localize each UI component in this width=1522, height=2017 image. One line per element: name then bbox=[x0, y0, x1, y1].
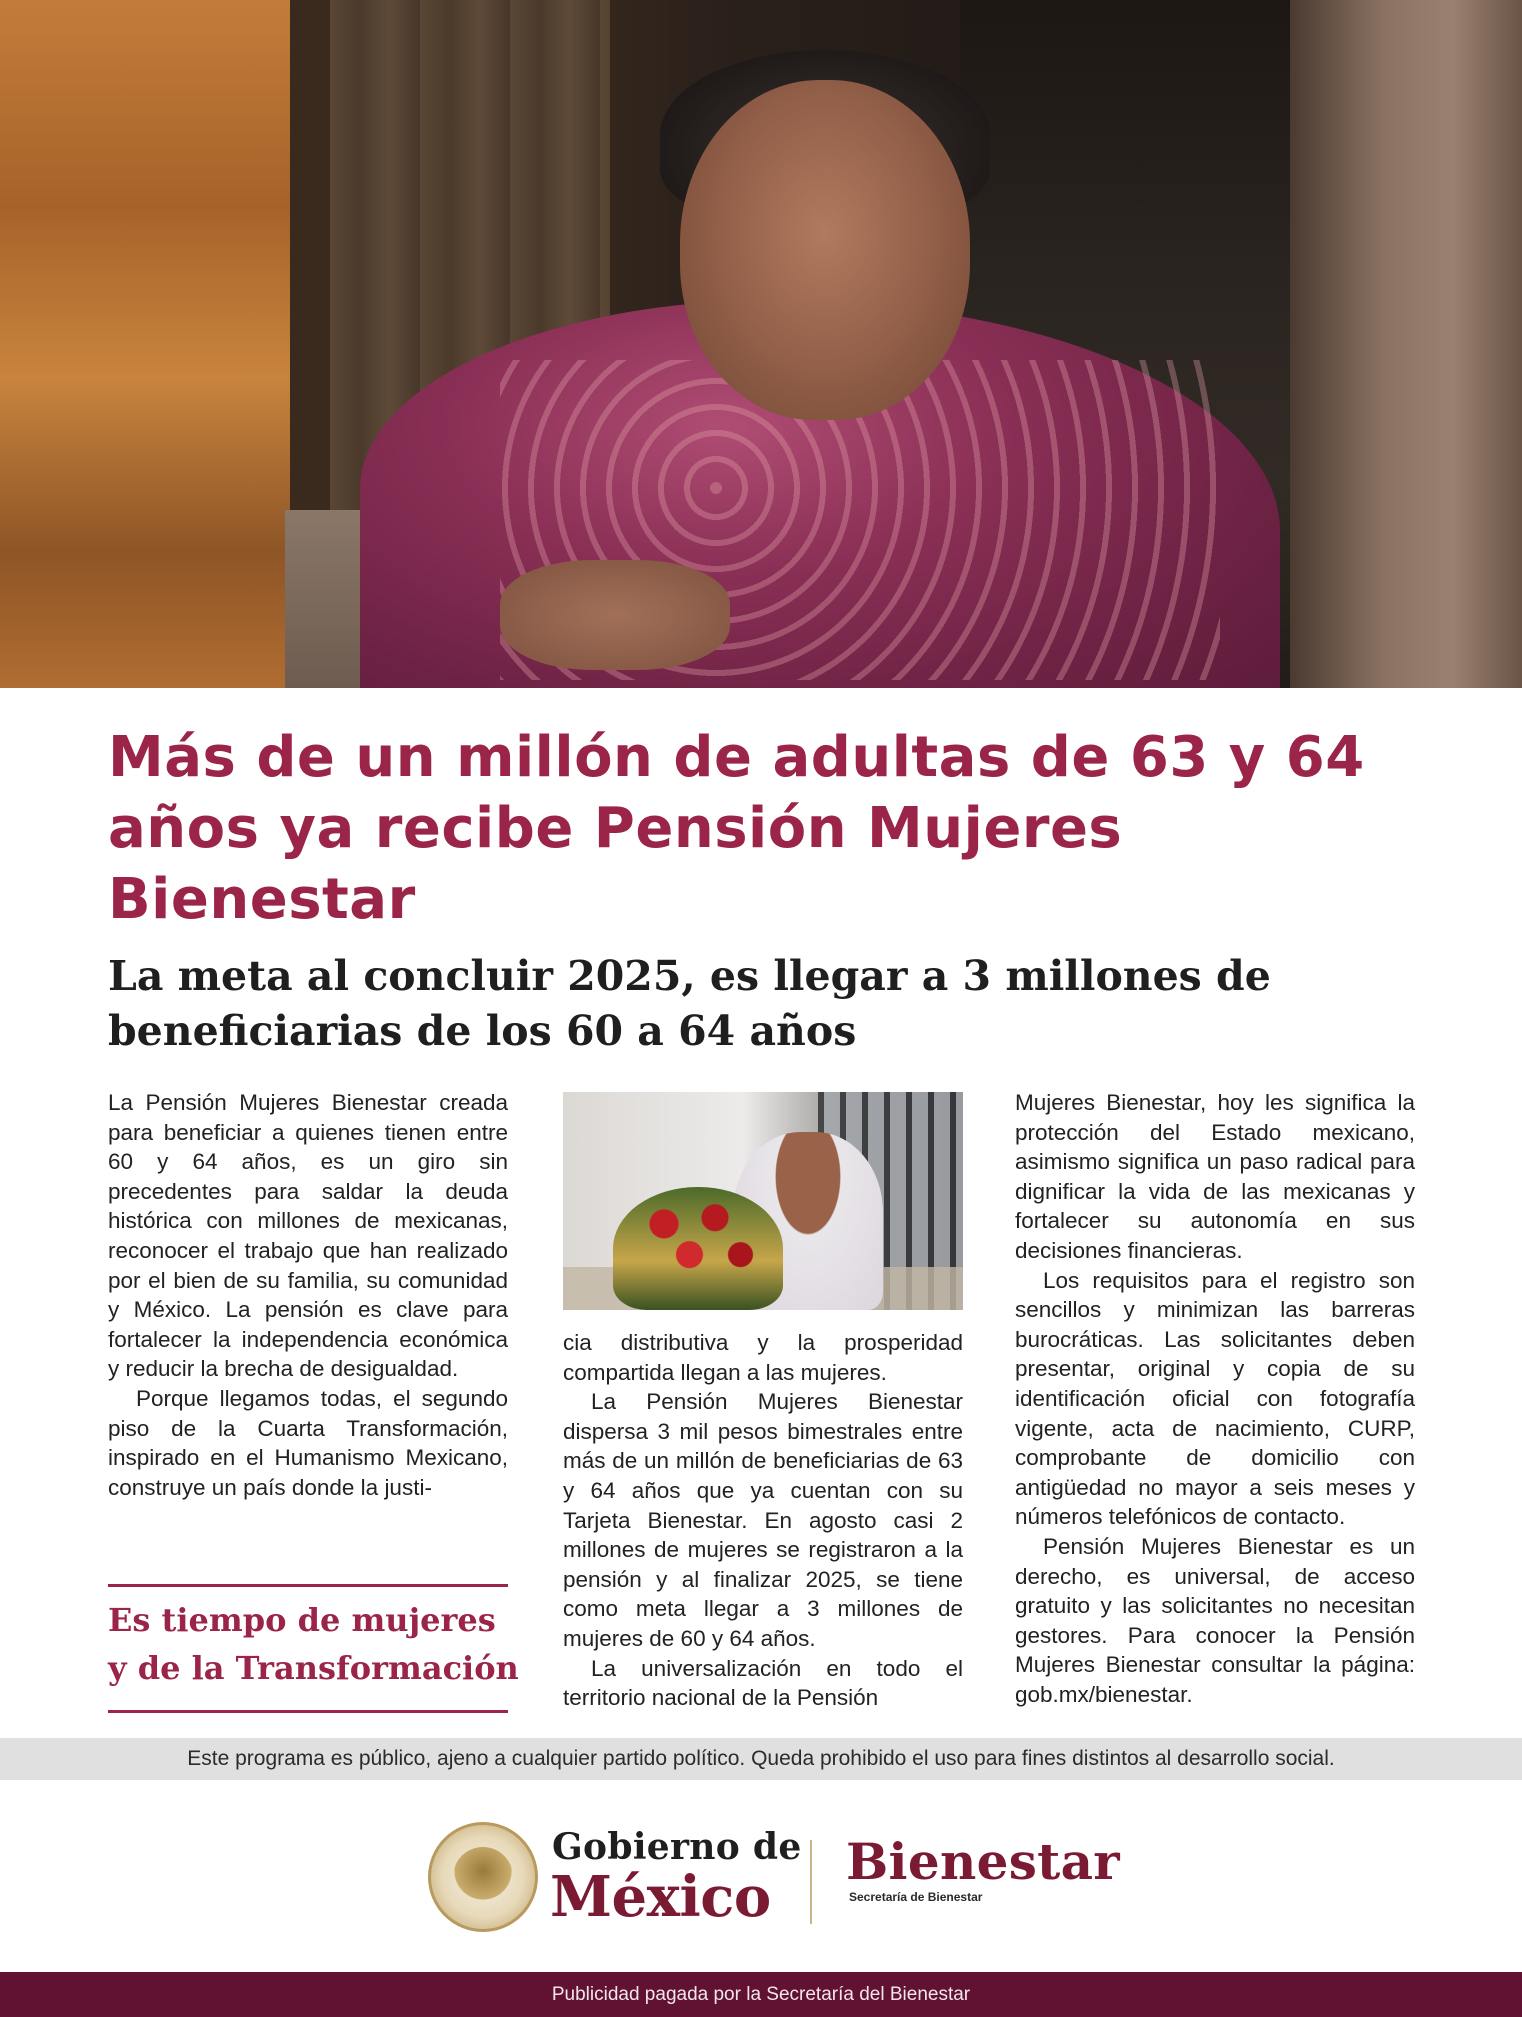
pull-quote-rule-top bbox=[108, 1584, 508, 1587]
bienestar-logo-title: Bienestar bbox=[846, 1832, 1120, 1891]
paragraph: La Pensión Mujeres Bienestar dispersa 3 mil pesos bimestrales entre más de un millón de beneficiarias de 63 y 64 años que ya cuentan con su Tarjeta Bienestar. En agosto casi 2 millones de mujeres se registraron a la pensión y al finalizar 2025, se tiene como meta llegar a 3 millones de mujeres de 60 y 64 años. bbox=[563, 1389, 963, 1651]
gobierno-logo-line1: Gobierno de bbox=[552, 1826, 802, 1868]
body-column-3 bbox=[1015, 1088, 1415, 1709]
subheadline: La meta al concluir 2025, es llegar a 3 millones de beneficiarias de los 60 a 64 años bbox=[108, 952, 1271, 1055]
woman-hands bbox=[500, 560, 730, 670]
pull-quote-rule-bottom bbox=[108, 1710, 508, 1713]
right-post bbox=[1290, 0, 1522, 688]
paragraph: Pensión Mujeres Bienestar es un derecho, es universal, de acceso gratuito y las solicitantes no necesitan gestores. Para conocer la Pensión Mujeres Bienestar consultar la página: gob.mx/bienestar. bbox=[1015, 1533, 1415, 1707]
inset-photo bbox=[563, 1092, 963, 1310]
gobierno-logo-line2: México bbox=[550, 1864, 771, 1930]
pull-quote-line: y de la Transformación bbox=[108, 1649, 519, 1687]
paragraph: Los requisitos para el registro son sencillos y minimizan las barreras burocráticas. Las solicitantes deben presentar, original y copia de su identificación oficial con fotografía vigente, acta de nacimiento, CURP, comprobante de domicilio con antigüedad no mayor a seis meses y números telefónicos de contacto. bbox=[1015, 1267, 1415, 1530]
woman-face bbox=[680, 80, 970, 420]
paragraph: La universalización en todo el territorio nacional de la Pensión bbox=[563, 1655, 963, 1711]
paragraph: La Pensión Mujeres Bienestar creada para beneficiar a quienes tienen entre 60 y 64 años, es un giro sin precedentes para saldar la deuda histórica con millones de mexicanas, reconocer el trabajo que han realizado por el bien de su familia, su comunidad y México. La pensión es clave para fortalecer la independencia económica y reducir la brecha de desigualdad. bbox=[108, 1090, 508, 1382]
body-column-1 bbox=[108, 1088, 508, 1502]
footer-credit: Publicidad pagada por la Secretaría del Bienestar bbox=[0, 1972, 1522, 2017]
bienestar-logo-subtitle: Secretaría de Bienestar bbox=[849, 1890, 983, 1904]
adobe-wall bbox=[0, 0, 290, 688]
headline: Más de un millón de adultas de 63 y 64 años ya recibe Pensión Mujeres Bienestar bbox=[108, 725, 1365, 932]
logo-divider bbox=[810, 1840, 812, 1924]
paragraph: cia distributiva y la prosperidad compartida llegan a las mujeres. bbox=[563, 1330, 963, 1385]
paragraph: Porque llegamos todas, el segundo piso de la Cuarta Transformación, inspirado en el Humanismo Mexicano, construye un país donde la justi- bbox=[108, 1385, 508, 1500]
hero-photo bbox=[0, 0, 1522, 688]
flower-bouquet bbox=[613, 1187, 783, 1310]
national-seal-icon bbox=[428, 1822, 538, 1932]
pull-quote-line: Es tiempo de mujeres bbox=[108, 1601, 496, 1639]
pull-quote bbox=[108, 1596, 528, 1692]
disclaimer: Este programa es público, ajeno a cualquier partido político. Queda prohibido el uso para fines distintos al desarrollo social. bbox=[0, 1738, 1522, 1780]
eagle-emblem-icon bbox=[453, 1847, 513, 1907]
body-column-2 bbox=[563, 1328, 963, 1713]
paragraph: Mujeres Bienestar, hoy les significa la protección del Estado mexicano, asimismo significa un paso radical para dignificar la vida de las mexicanas y fortalecer su autonomía en sus decisiones financieras. bbox=[1015, 1090, 1415, 1263]
